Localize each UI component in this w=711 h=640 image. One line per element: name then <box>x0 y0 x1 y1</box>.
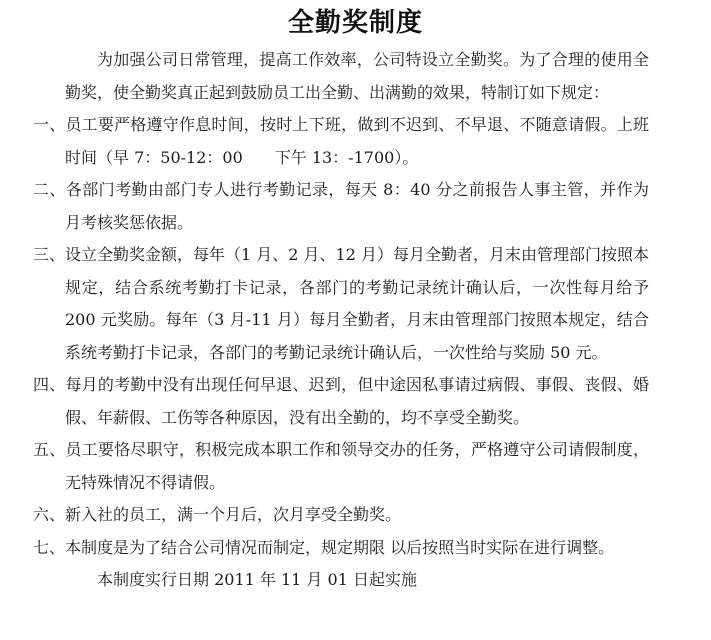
rule-item-3 <box>33 239 649 369</box>
document-title: 全勤奖制度 <box>287 8 423 38</box>
rule-marker-1: 一、 <box>33 115 66 134</box>
rule-marker-3: 三、 <box>33 245 66 264</box>
rule-marker-7: 七、 <box>33 537 66 557</box>
intro-paragraph: 为加强公司日常管理，提高工作效率，公司特设立全勤奖。为了合理的使用全勤奖，使全勤奖真正起到鼓励员工出全勤、出满勤的效果，特制订如下规定： <box>65 50 649 102</box>
rule-text-1: 员工要严格遵守作息时间，按时上下班，做到不迟到、不早退、不随意请假。上班时间（早 7：50-12：00 下午 13：-1700）。 <box>65 115 649 167</box>
rule-text-4: 每月的考勤中没有出现任何早退、迟到，但中途因私事请过病假、事假、丧假、婚假、年薪假、工伤等各种原因，没有出全勤的，均不享受全勤奖。 <box>65 375 649 427</box>
rule-text-7: 本制度是为了结合公司情况而制定，规定期限 以后按照当时实际在进行调整。 <box>65 537 615 557</box>
rule-marker-4: 四、 <box>33 375 66 394</box>
rule-text-5: 员工要恪尽职守，积极完成本职工作和领导交办的任务，严格遵守公司请假制度，无特殊情况不得请假。 <box>65 440 649 492</box>
rule-text-3: 设立全勤奖金额，每年（1 月、2 月、12 月）每月全勤者，月末由管理部门按照本规定，结合系统考勤打卡记录，各部门的考勤记录统计确认后，一次性每月给予 200 元奖励。每年（3 月-11 月）每月全勤者，月末由管理部门按照本规定，结合系统考勤打卡记录，各部门的考勤记录统计确认后，一次性给与奖励 50 元。 <box>65 245 649 362</box>
rule-marker-2: 二、 <box>33 180 66 199</box>
effective-date-line: 本制度实行日期 2011 年 11 月 01 日起实施 <box>97 570 417 589</box>
rule-item-4 <box>33 369 649 434</box>
rule-text-2: 各部门考勤由部门专人进行考勤记录，每天 8：40 分之前报告人事主管，并作为月考核奖惩依据。 <box>65 180 649 232</box>
rule-item-6 <box>33 499 649 532</box>
rule-text-6: 新入社的员工，满一个月后，次月享受全勤奖。 <box>65 505 402 524</box>
rule-marker-5: 五、 <box>33 440 66 459</box>
rule-item-2 <box>33 174 649 239</box>
rule-item-1 <box>33 109 649 174</box>
rule-item-7 <box>33 532 649 565</box>
rule-marker-6: 六、 <box>33 505 66 524</box>
rule-item-5 <box>33 434 649 499</box>
document-body <box>0 44 711 597</box>
